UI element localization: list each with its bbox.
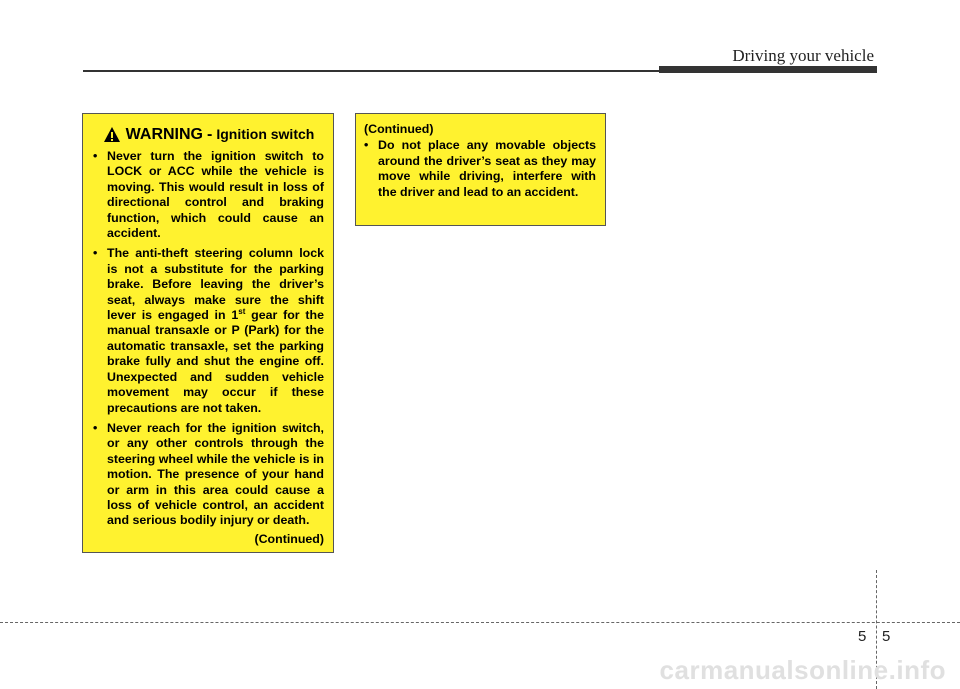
- warning-label: WARNING: [125, 125, 203, 143]
- watermark: carmanualsonline.info: [659, 655, 946, 685]
- ordinal-suffix: st: [238, 306, 246, 316]
- warning-item: • Do not place any movable objects around the driver’s seat as they may move while driving, interfere with the driver and lead to an accident.: [364, 138, 596, 200]
- warning-subject: Ignition switch: [216, 125, 315, 142]
- warning-separator: -: [207, 125, 213, 143]
- warning-item: • Never turn the ignition switch to LOCK or ACC while the vehicle is moving. This would result in loss of directional control and braking function, which could cause an accident.: [93, 149, 324, 241]
- warning-list: [93, 149, 324, 529]
- warning-item-text: gear for the manual transaxle or P (Park) for the automatic transaxle, set the parking brake fully and shut the engine off. Unexpected and sudden vehicle movement may occur if these precautions are not taken.: [107, 308, 324, 415]
- header-rule-bar: [659, 66, 877, 73]
- page-number: 5: [882, 628, 891, 645]
- warning-item: • Never reach for the ignition switch, or any other controls through the steering wheel while the vehicle is in motion. The presence of your hand or arm in this area could cause a loss of vehicle control, an accident and serious bodily injury or death.: [93, 421, 324, 529]
- continued-list: [364, 138, 596, 200]
- header-rule: [83, 70, 659, 72]
- continued-heading: (Continued): [364, 122, 434, 136]
- chapter-number: 5: [858, 628, 867, 645]
- warning-item: [93, 246, 324, 415]
- warning-box: [82, 113, 334, 553]
- section-header-title: Driving your vehicle: [732, 46, 874, 65]
- footer-rule: [0, 622, 960, 623]
- continued-note: (Continued): [254, 531, 324, 546]
- continued-warning-box: [355, 113, 606, 226]
- warning-triangle-icon: [103, 126, 121, 143]
- warning-item-text: The anti-theft steering column lock is not a substitute for the parking brake. Before leaving the driver’s seat, always make sure the shift lever is engaged in 1: [107, 246, 324, 323]
- warning-heading: [93, 126, 324, 143]
